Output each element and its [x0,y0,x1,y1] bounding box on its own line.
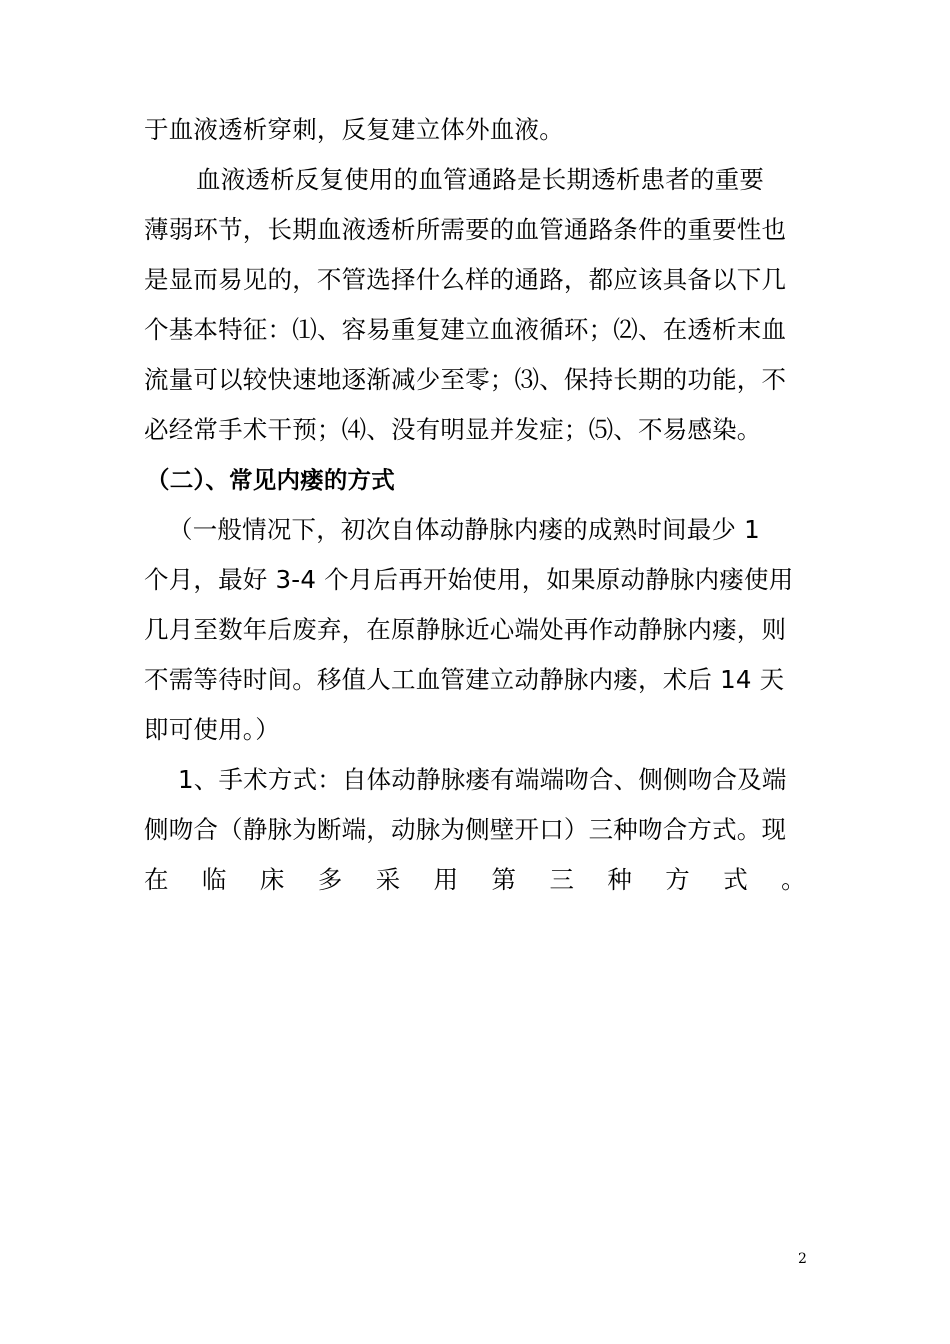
justified-char: 用 [433,865,459,894]
surgery-line: 侧吻合（静脉为断端，动脉为侧壁开口）三种吻合方式。现 [144,815,787,844]
justified-char: 式 [723,865,748,894]
justified-char: 第 [491,865,517,894]
surgery-line: 1、手术方式：自体动静脉瘘有端端吻合、侧侧吻合及端 [178,765,787,794]
page-number: 2 [798,1251,807,1267]
paragraph-line: 于血液透析穿刺，反复建立体外血液。 [144,115,564,144]
note-line: 个月，最好 3-4 个月后再开始使用，如果原动静脉内瘘使用 [144,565,794,594]
justified-char: 临 [201,865,227,894]
section-heading: （二）、常见内瘘的方式 [146,466,395,494]
justified-char: 三 [549,865,575,894]
justified-char: 在 [144,865,169,894]
justified-char: 床 [259,865,285,894]
paragraph-line: 薄弱环节，长期血液透析所需要的血管通路条件的重要性也 [144,215,787,244]
note-line: 即可使用。） [144,715,280,744]
justified-char: 多 [317,865,343,894]
justified-char: 采 [375,865,401,894]
paragraph-line: 血液透析反复使用的血管通路是长期透析患者的重要 [196,165,765,194]
paragraph-line: 个基本特征：⑴、容易重复建立血液循环；⑵、在透析末血 [144,315,787,344]
justified-char: 种 [607,865,633,894]
justified-char: 。 [781,865,806,894]
note-line: 几月至数年后废弃，在原静脉近心端处再作动静脉内瘘，则 [144,615,787,644]
paragraph-line: 是显而易见的，不管选择什么样的通路，都应该具备以下几 [144,265,787,294]
justified-char: 方 [665,865,690,894]
paragraph-line: 必经常手术干预；⑷、没有明显并发症；⑸、不易感染。 [144,415,762,444]
paragraph-line: 流量可以较快速地逐渐减少至零；⑶、保持长期的功能，不 [144,365,787,394]
justified-last-line [144,862,806,898]
note-line: （一般情况下，初次自体动静脉内瘘的成熟时间最少 1 [168,515,760,544]
note-line: 不需等待时间。移值人工血管建立动静脉内瘘，术后 14 天 [144,665,785,694]
